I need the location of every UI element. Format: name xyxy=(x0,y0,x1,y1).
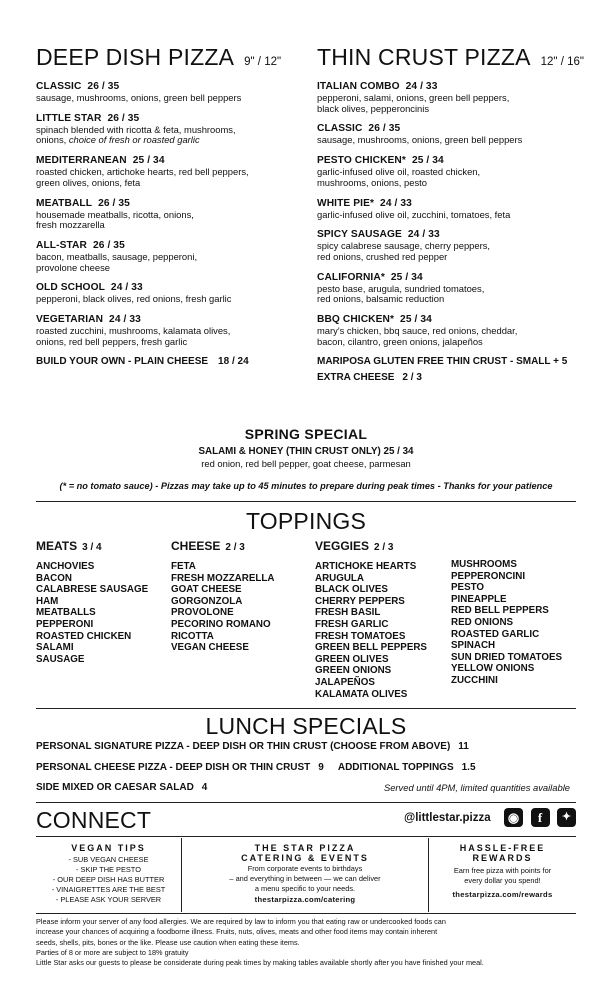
rewards-title-2: REWARDS xyxy=(472,853,533,863)
deep-dish-sizes: 9" / 12" xyxy=(244,56,282,68)
vegan-tip-line: - SUB VEGAN CHEESE xyxy=(68,855,149,864)
menu-item-name: ALL-STAR 26 / 35 xyxy=(36,239,125,251)
menu-item-name: WHITE PIE* 24 / 33 xyxy=(317,197,412,209)
topping-item: SAUSAGE xyxy=(36,653,85,665)
menu-item-price: 24 / 33 xyxy=(405,81,438,92)
menu-item-desc: onions, red bell peppers, fresh garlic xyxy=(36,335,188,347)
menu-item-name: CALIFORNIA* 25 / 34 xyxy=(317,271,423,283)
fine-print-line: Parties of 8 or more are subject to 18% gratuity xyxy=(36,947,189,957)
thin-crust-section xyxy=(317,45,582,384)
menu-item-desc: pepperoni, black olives, red onions, fresh garlic xyxy=(36,293,232,305)
topping-item: SPINACH xyxy=(451,640,496,652)
menu-item xyxy=(317,272,582,305)
vegan-tip-line: - SKIP THE PESTO xyxy=(76,865,141,874)
vegan-tip-line: - OUR DEEP DISH HAS BUTTER xyxy=(52,875,165,884)
menu-item-name: SPICY SAUSAGE 24 / 33 xyxy=(317,229,440,241)
instagram-icon[interactable]: ◉ xyxy=(504,808,523,827)
menu-item-name: PESTO CHICKEN* 25 / 34 xyxy=(317,155,444,167)
fine-print-line: increase your chances of acquiring a foodborne illness. Fruits, nuts, olives, meats and other food items may contain inherent xyxy=(36,927,438,937)
topping-item: GORGONZOLA xyxy=(171,595,243,607)
fine-print xyxy=(36,917,581,968)
menu-item-desc: mary's chicken, bbq sauce, red onions, cheddar, xyxy=(317,325,518,337)
vegan-tip-line: - VINAIGRETTES ARE THE BEST xyxy=(51,885,166,894)
topping-item: GOAT CHEESE xyxy=(171,584,242,596)
topping-item: SALAMI xyxy=(36,642,74,654)
topping-item: VEGAN CHEESE xyxy=(171,642,249,654)
twitter-icon[interactable]: ✦ xyxy=(557,808,576,827)
catering-title-2: CATERING & EVENTS xyxy=(241,853,369,863)
topping-item: KALAMATA OLIVES xyxy=(315,688,408,700)
menu-item xyxy=(317,155,582,188)
veggies-column xyxy=(315,539,427,700)
cheese-column xyxy=(171,539,274,654)
lunch-line-3: SIDE MIXED OR CAESAR SALAD 4 xyxy=(36,782,208,793)
thin-crust-title: THIN CRUST PIZZA 12" / 16" xyxy=(317,44,584,70)
veggies-heading: VEGGIES 2 / 3 xyxy=(315,539,394,553)
connect-title: CONNECT xyxy=(36,807,152,833)
menu-item-desc: mushrooms, onions, pesto xyxy=(317,176,427,188)
extra-cheese: EXTRA CHEESE 2 / 3 xyxy=(317,372,422,384)
menu-item-price: 25 / 34 xyxy=(400,314,432,326)
topping-item: BACON xyxy=(36,572,72,584)
veggies-column-2 xyxy=(451,553,562,687)
menu-item-desc: housemade meatballs, ricotta, onions, xyxy=(36,208,194,220)
vegan-tips-box xyxy=(36,837,181,915)
menu-item-price: 25 / 34 xyxy=(390,271,423,283)
topping-item: FRESH GARLIC xyxy=(315,618,389,630)
menu-item-price: 26 / 35 xyxy=(87,81,120,92)
rewards-line: Earn free pizza with points for xyxy=(453,866,552,875)
catering-box xyxy=(182,837,428,915)
build-your-own: BUILD YOUR OWN - PLAIN CHEESE 18 / 24 xyxy=(36,356,249,368)
meats-column xyxy=(36,539,148,665)
topping-item: RICOTTA xyxy=(171,630,214,642)
deep-dish-section xyxy=(36,45,301,368)
catering-line: From corporate events to birthdays xyxy=(247,864,363,873)
catering-url[interactable]: thestarpizza.com/catering xyxy=(254,895,356,904)
menu-item-name: BBQ CHICKEN* 25 / 34 xyxy=(317,314,432,326)
menu-item-desc: fresh mozzarella xyxy=(36,219,105,231)
topping-item: FRESH BASIL xyxy=(315,607,381,619)
catering-title-1: THE STAR PIZZA xyxy=(254,843,356,853)
menu-item-desc: red onions, crushed red pepper xyxy=(317,250,448,262)
notice-line: (* = no tomato sauce) - Pizzas may take up to 45 minutes to prepare during peak times - Thanks for your patience xyxy=(59,481,553,491)
topping-item: ARTICHOKE HEARTS xyxy=(315,561,417,572)
menu-item-desc: bacon, cilantro, green onions, jalapeños xyxy=(317,335,483,347)
menu-item-desc: sausage, mushrooms, onions, green bell peppers xyxy=(317,134,523,146)
menu-item-name: OLD SCHOOL 24 / 33 xyxy=(36,282,143,294)
menu-item-desc: red onions, balsamic reduction xyxy=(317,293,445,305)
menu-item-name: MEDITERRANEAN 25 / 34 xyxy=(36,155,165,167)
menu-item-desc: pesto base, arugula, sundried tomatoes, xyxy=(317,282,485,294)
menu-item xyxy=(317,81,582,114)
menu-item-desc: bacon, meatballs, sausage, pepperoni, xyxy=(36,250,198,262)
menu-item-desc: sausage, mushrooms, onions, green bell peppers xyxy=(36,92,242,103)
menu-item-price: 24 / 33 xyxy=(109,314,141,326)
spring-special-desc: red onion, red bell pepper, goat cheese, parmesan xyxy=(201,458,411,469)
menu-item xyxy=(36,314,301,347)
menu-item-desc: black olives, pepperoncinis xyxy=(317,102,430,114)
topping-item: YELLOW ONIONS xyxy=(451,663,535,675)
lunch-line-1: PERSONAL SIGNATURE PIZZA - DEEP DISH OR THIN CRUST (CHOOSE FROM ABOVE) 11 xyxy=(36,741,469,752)
menu-item-name: ITALIAN COMBO 24 / 33 xyxy=(317,81,438,92)
topping-item: ANCHOVIES xyxy=(36,561,95,572)
menu-item-name: MEATBALL 26 / 35 xyxy=(36,197,130,209)
divider xyxy=(36,802,576,803)
menu-item-price: 24 / 33 xyxy=(380,197,412,209)
menu-item xyxy=(36,113,301,146)
topping-item: ROASTED GARLIC xyxy=(451,628,540,640)
menu-item-desc: garlic-infused olive oil, roasted chicken, xyxy=(317,166,481,178)
vegan-tips-title: VEGAN TIPS xyxy=(71,843,146,853)
topping-item: GREEN ONIONS xyxy=(315,665,392,677)
topping-item: RED BELL PEPPERS xyxy=(451,605,549,617)
menu-item-price: 25 / 34 xyxy=(411,155,444,167)
menu-item xyxy=(317,314,582,347)
divider xyxy=(36,501,576,502)
menu-item xyxy=(36,155,301,188)
topping-item: FETA xyxy=(171,561,196,572)
spring-special-name: SALAMI & HONEY (THIN CRUST ONLY) 25 / 34 xyxy=(198,446,414,457)
menu-item-name: LITTLE STAR 26 / 35 xyxy=(36,112,140,124)
menu-item-price: 26 / 35 xyxy=(368,123,401,135)
menu-item-desc: roasted zucchini, mushrooms, kalamata olives, xyxy=(36,325,231,337)
topping-item: ZUCCHINI xyxy=(451,674,498,686)
topping-item: BLACK OLIVES xyxy=(315,584,388,596)
menu-item xyxy=(36,81,301,104)
topping-item: PEPPERONCINI xyxy=(451,570,526,582)
menu-item-desc: provolone cheese xyxy=(36,261,111,273)
menu-item-desc: green olives, onions, feta xyxy=(36,176,141,188)
menu-item-price: 24 / 33 xyxy=(110,282,143,294)
topping-item: PROVOLONE xyxy=(171,607,234,619)
menu-item xyxy=(36,282,301,305)
spring-special xyxy=(36,426,576,469)
meats-heading: MEATS 3 / 4 xyxy=(36,539,102,553)
menu-item-desc: roasted chicken, artichoke hearts, red bell peppers, xyxy=(36,166,249,178)
toppings-title: TOPPINGS xyxy=(245,508,367,534)
menu-item-price: 26 / 35 xyxy=(98,197,130,209)
fine-print-line: seeds, shells, pits, bones or the like. Please use caution when eating these items. xyxy=(36,937,300,947)
thin-crust-sizes: 12" / 16" xyxy=(540,56,584,68)
menu-item-desc: garlic-infused olive oil, zucchini, tomatoes, feta xyxy=(317,208,511,220)
rewards-url[interactable]: thestarpizza.com/rewards xyxy=(452,890,553,899)
fine-print-line: Little Star asks our guests to please be considerate during peak times by making tables available shortly after you have finished your meal. xyxy=(36,958,484,968)
menu-item-price: 24 / 33 xyxy=(407,229,440,241)
topping-item: FRESH MOZZARELLA xyxy=(171,572,275,584)
gluten-free-crust: MARIPOSA GLUTEN FREE THIN CRUST - SMALL + 5 xyxy=(317,356,568,368)
menu-item xyxy=(317,198,582,221)
topping-item: FRESH TOMATOES xyxy=(315,630,406,642)
social-row xyxy=(404,808,576,827)
fine-print-line: Please inform your server of any food allergies. We are required by law to inform you that eating raw or undercooked foods can xyxy=(36,917,446,926)
lunch-served-note: Served until 4PM, limited quantities available xyxy=(383,782,570,793)
menu-item-desc: onions, choice of fresh or roasted garlic xyxy=(36,134,200,146)
topping-item: GREEN BELL PEPPERS xyxy=(315,642,427,654)
rewards-box xyxy=(429,837,576,915)
topping-item: PESTO xyxy=(451,582,485,594)
catering-line: – and everything in between — we can deliver xyxy=(229,874,381,883)
topping-item: JALAPEÑOS xyxy=(315,676,375,688)
topping-item: ROASTED CHICKEN xyxy=(36,630,132,642)
topping-item: PECORINO ROMANO xyxy=(171,618,271,630)
lunch-line-2: PERSONAL CHEESE PIZZA - DEEP DISH OR THIN CRUST 9 ADDITIONAL TOPPINGS 1.5 xyxy=(36,762,476,773)
menu-item-desc: spicy calabrese sausage, cherry peppers, xyxy=(317,240,491,252)
menu-item xyxy=(317,229,582,262)
social-handle[interactable]: @littlestar.pizza xyxy=(404,811,491,824)
topping-item: RED ONIONS xyxy=(451,616,514,628)
topping-item: CALABRESE SAUSAGE xyxy=(36,584,149,596)
divider xyxy=(36,913,576,914)
topping-item: ARUGULA xyxy=(315,572,364,584)
menu-item-name: CLASSIC 26 / 35 xyxy=(36,81,120,92)
menu-item-desc: spinach blended with ricotta & feta, mushrooms, xyxy=(36,123,236,135)
topping-item: PEPPERONI xyxy=(36,618,94,630)
menu-item-desc: pepperoni, salami, onions, green bell peppers, xyxy=(317,92,510,103)
facebook-icon[interactable]: f xyxy=(531,808,550,827)
topping-item: MEATBALLS xyxy=(36,607,96,619)
topping-item: CHERRY PEPPERS xyxy=(315,595,405,607)
rewards-title-1: HASSLE-FREE xyxy=(459,843,546,853)
divider xyxy=(36,708,576,709)
vegan-tip-line: - PLEASE ASK YOUR SERVER xyxy=(55,895,162,904)
menu-item xyxy=(36,240,301,273)
menu-item xyxy=(36,198,301,231)
menu-item-price: 25 / 34 xyxy=(132,155,165,167)
catering-line: a menu specific to your needs. xyxy=(254,884,356,893)
menu-item-name: VEGETARIAN 24 / 33 xyxy=(36,314,141,326)
cheese-heading: CHEESE 2 / 3 xyxy=(171,539,245,553)
menu-item-price: 26 / 35 xyxy=(107,112,140,124)
topping-item: PINEAPPLE xyxy=(451,593,507,605)
spring-special-title: SPRING SPECIAL xyxy=(244,426,368,442)
lunch-title: LUNCH SPECIALS xyxy=(205,713,407,739)
rewards-line: every dollar you spend! xyxy=(464,876,541,885)
deep-dish-title: DEEP DISH PIZZA 9" / 12" xyxy=(36,44,282,70)
topping-item: GREEN OLIVES xyxy=(315,653,389,665)
topping-item: SUN DRIED TOMATOES xyxy=(451,651,563,663)
topping-item: MUSHROOMS xyxy=(451,559,517,570)
topping-item: HAM xyxy=(36,595,59,607)
menu-item-name: CLASSIC 26 / 35 xyxy=(317,123,401,135)
menu-item-price: 26 / 35 xyxy=(92,239,125,251)
menu-item xyxy=(317,123,582,146)
